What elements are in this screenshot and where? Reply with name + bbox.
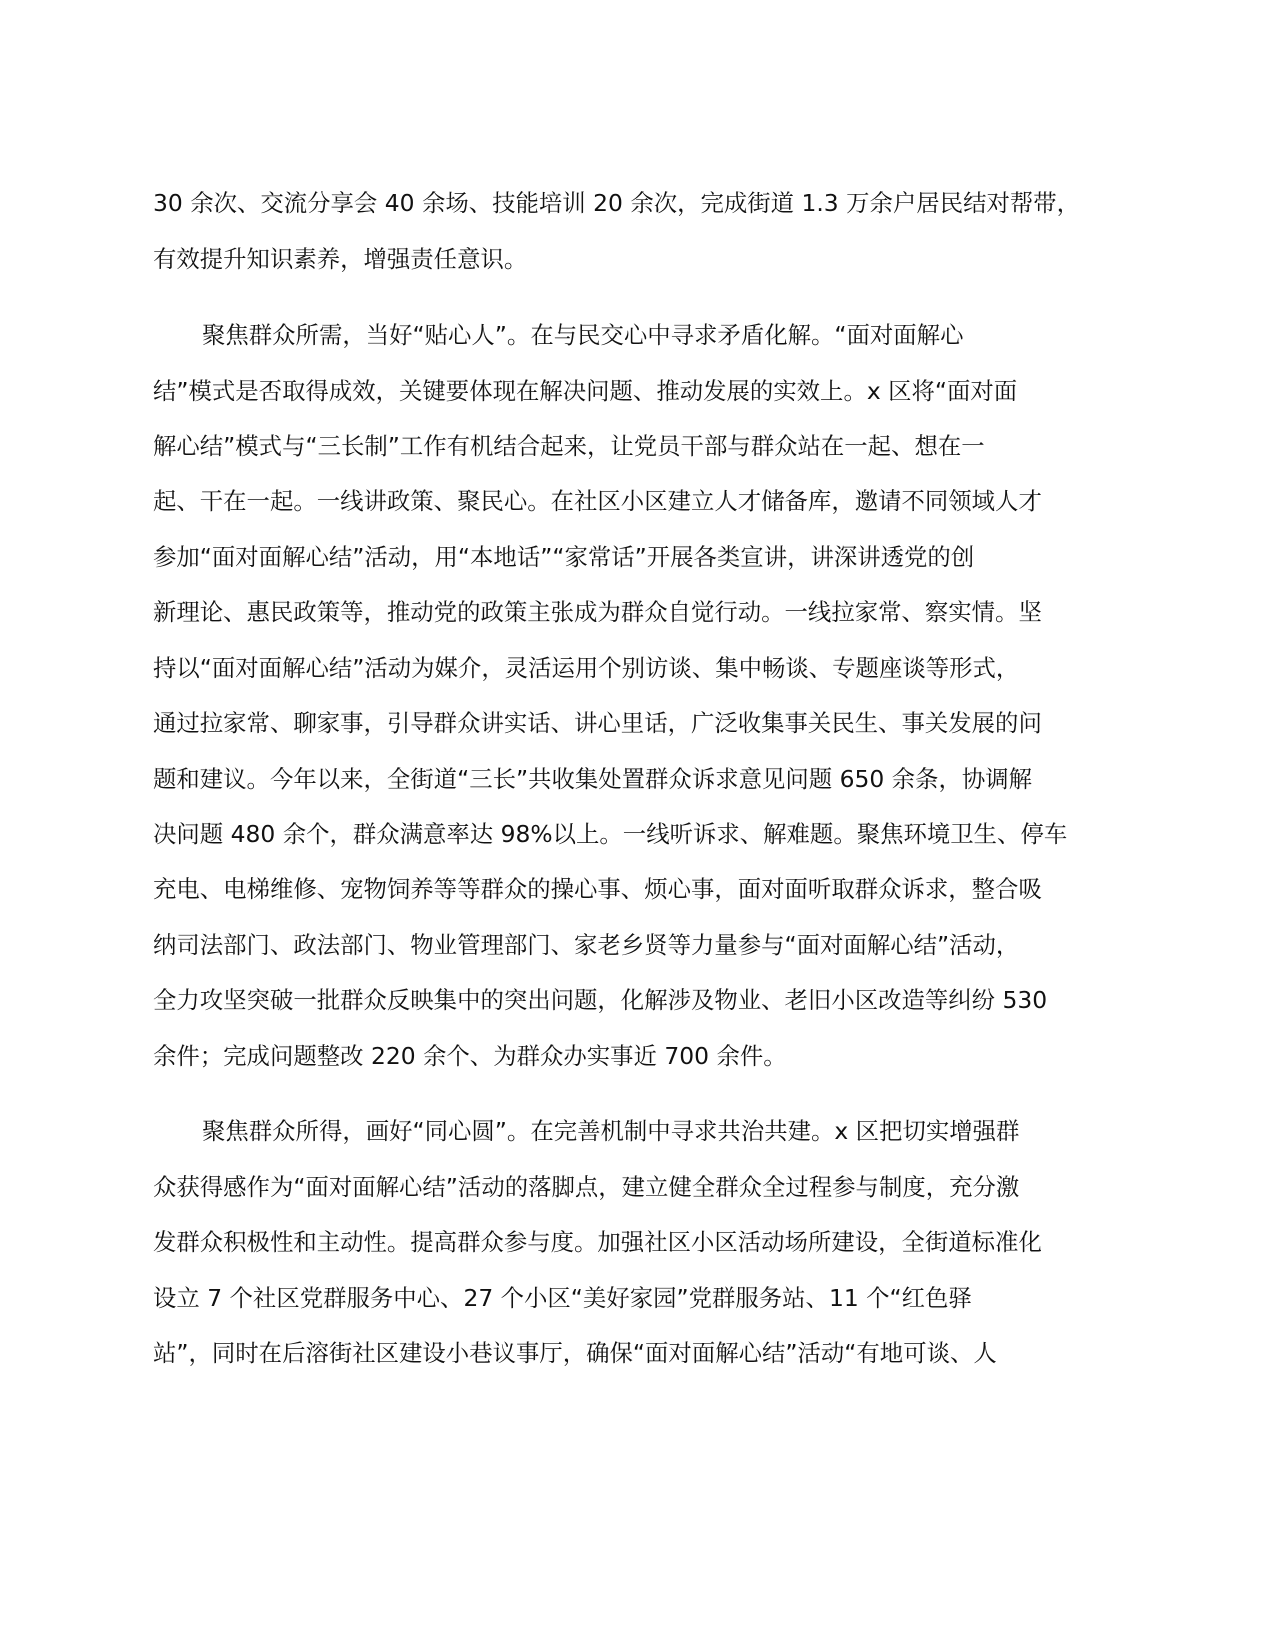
text-line: 有效提升知识素养，增强责任意识。	[153, 245, 528, 273]
text-line: 余件；完成问题整改 220 余个、为群众办实事近 700 余件。	[153, 1042, 787, 1070]
text-line: 众获得感作为“面对面解心结”活动的落脚点，建立健全群众全过程参与制度，充分激	[153, 1173, 1020, 1201]
paragraph-first-line: 聚焦群众所需，当好“贴心人”。在与民交心中寻求矛盾化解。“面对面解心	[202, 321, 964, 349]
text-line: 新理论、惠民政策等，推动党的政策主张成为群众自觉行动。一线拉家常、察实情。坚	[153, 598, 1042, 626]
text-line: 设立 7 个社区党群服务中心、27 个小区“美好家园”党群服务站、11 个“红色驿	[153, 1284, 972, 1312]
text-line: 纳司法部门、政法部门、物业管理部门、家老乡贤等力量参与“面对面解心结”活动，	[153, 931, 1020, 959]
text-line: 30 余次、交流分享会 40 余场、技能培训 20 余次，完成街道 1.3 万余户居民结对帮带，	[153, 189, 1081, 217]
paragraph-first-line: 聚焦群众所得，画好“同心圆”。在完善机制中寻求共治共建。x 区把切实增强群	[202, 1117, 1020, 1145]
text-line: 持以“面对面解心结”活动为媒介，灵活运用个别访谈、集中畅谈、专题座谈等形式，	[153, 654, 1020, 682]
text-line: 题和建议。今年以来，全街道“三长”共收集处置群众诉求意见问题 650 余条，协调解	[153, 765, 1033, 793]
text-line: 全力攻坚突破一批群众反映集中的突出问题，化解涉及物业、老旧小区改造等纠纷 530	[153, 986, 1048, 1014]
text-line: 站”，同时在后溶街社区建设小巷议事厅，确保“面对面解心结”活动“有地可谈、人	[153, 1339, 997, 1367]
text-line: 充电、电梯维修、宠物饲养等等群众的操心事、烦心事，面对面听取群众诉求，整合吸	[153, 875, 1042, 903]
text-line: 结”模式是否取得成效，关键要体现在解决问题、推动发展的实效上。x 区将“面对面	[153, 377, 1018, 405]
text-line: 发群众积极性和主动性。提高群众参与度。加强社区小区活动场所建设，全街道标准化	[153, 1228, 1042, 1256]
text-line: 参加“面对面解心结”活动，用“本地话”“家常话”开展各类宣讲，讲深讲透党的创	[153, 543, 975, 571]
text-line: 解心结”模式与“三长制”工作有机结合起来，让党员干部与群众站在一起、想在一	[153, 432, 985, 460]
text-line: 通过拉家常、聊家事，引导群众讲实话、讲心里话，广泛收集事关民生、事关发展的问	[153, 709, 1042, 737]
text-line: 决问题 480 余个，群众满意率达 98%以上。一线听诉求、解难题。聚焦环境卫生、停车	[153, 820, 1068, 848]
text-line: 起、干在一起。一线讲政策、聚民心。在社区小区建立人才储备库，邀请不同领域人才	[153, 487, 1042, 515]
